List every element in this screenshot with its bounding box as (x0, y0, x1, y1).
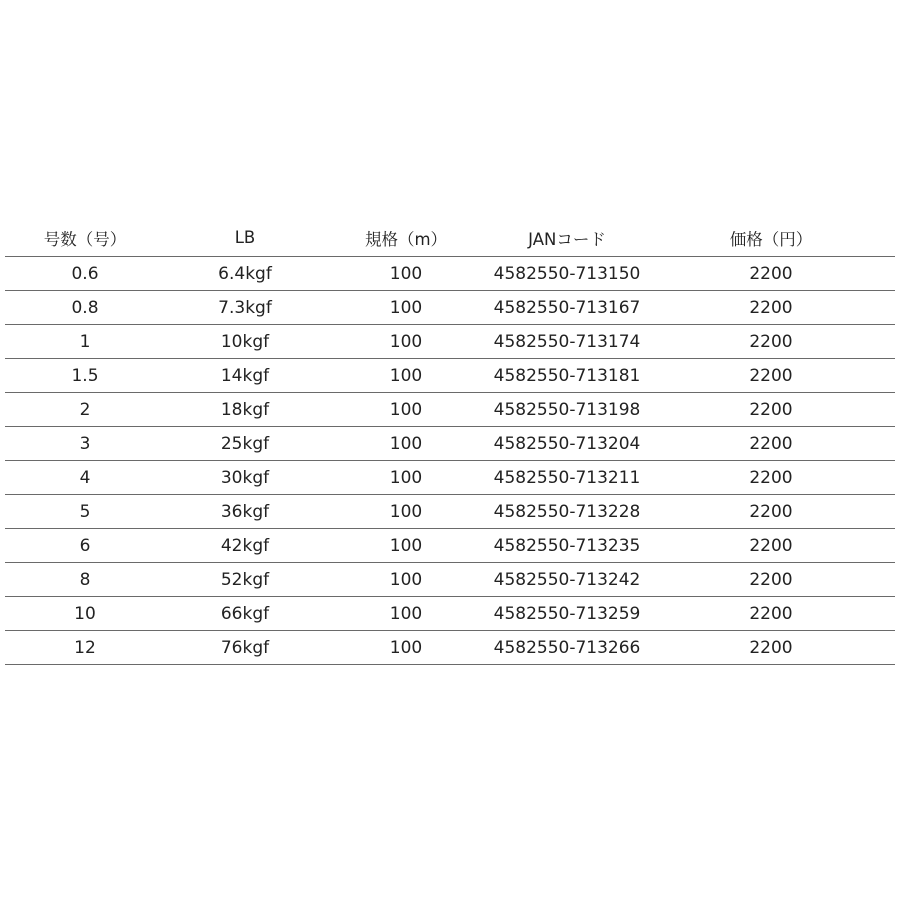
size-cell: 5 (79, 501, 91, 522)
price-cell: 2200 (749, 501, 793, 522)
length-cell: 100 (389, 331, 423, 352)
price-cell: 2200 (749, 331, 793, 352)
jan-code-cell: 4582550-713211 (493, 467, 641, 488)
size-cell: 1 (79, 331, 91, 352)
table-row (5, 563, 895, 597)
length-cell: 100 (389, 637, 423, 658)
lb-cell: 36kgf (220, 501, 270, 522)
lb-cell: 18kgf (220, 399, 270, 420)
price-cell: 2200 (749, 365, 793, 386)
price-cell: 2200 (749, 569, 793, 590)
header-lb: LB (234, 228, 256, 247)
jan-code-cell: 4582550-713198 (493, 399, 641, 420)
spec-table (5, 221, 895, 665)
jan-code-cell: 4582550-713150 (493, 263, 641, 284)
lb-cell: 52kgf (220, 569, 270, 590)
table-header-row (5, 221, 895, 257)
size-cell: 2 (79, 399, 91, 420)
header-jan-code: JANコード (528, 229, 606, 249)
length-cell: 100 (389, 535, 423, 556)
table-row (5, 427, 895, 461)
length-cell: 100 (389, 603, 423, 624)
jan-code-cell: 4582550-713174 (493, 331, 641, 352)
length-cell: 100 (389, 297, 423, 318)
table-row (5, 291, 895, 325)
table-row (5, 461, 895, 495)
lb-cell: 7.3kgf (218, 297, 272, 318)
price-cell: 2200 (749, 467, 793, 488)
length-cell: 100 (389, 569, 423, 590)
jan-code-cell: 4582550-713204 (493, 433, 641, 454)
length-cell: 100 (389, 501, 423, 522)
price-cell: 2200 (749, 433, 793, 454)
lb-cell: 66kgf (220, 603, 270, 624)
lb-cell: 25kgf (220, 433, 270, 454)
size-cell: 10 (74, 603, 96, 624)
lb-cell: 6.4kgf (218, 263, 272, 284)
price-cell: 2200 (749, 535, 793, 556)
length-cell: 100 (389, 467, 423, 488)
size-cell: 4 (79, 467, 91, 488)
price-cell: 2200 (749, 637, 793, 658)
size-cell: 12 (74, 637, 96, 658)
size-cell: 8 (79, 569, 91, 590)
size-cell: 6 (79, 535, 91, 556)
price-cell: 2200 (749, 297, 793, 318)
lb-cell: 76kgf (220, 637, 270, 658)
table-row (5, 325, 895, 359)
length-cell: 100 (389, 365, 423, 386)
header-size: 号数（号） (43, 229, 127, 249)
length-cell: 100 (389, 433, 423, 454)
header-price: 価格（円） (729, 229, 813, 249)
lb-cell: 10kgf (220, 331, 270, 352)
table-row (5, 257, 895, 291)
jan-code-cell: 4582550-713167 (493, 297, 641, 318)
jan-code-cell: 4582550-713266 (493, 637, 641, 658)
table-row (5, 597, 895, 631)
table-row (5, 495, 895, 529)
table-row (5, 529, 895, 563)
lb-cell: 14kgf (220, 365, 270, 386)
lb-cell: 30kgf (220, 467, 270, 488)
jan-code-cell: 4582550-713228 (493, 501, 641, 522)
size-cell: 0.8 (71, 297, 99, 318)
length-cell: 100 (389, 399, 423, 420)
jan-code-cell: 4582550-713242 (493, 569, 641, 590)
price-cell: 2200 (749, 399, 793, 420)
jan-code-cell: 4582550-713181 (493, 365, 641, 386)
lb-cell: 42kgf (220, 535, 270, 556)
price-cell: 2200 (749, 603, 793, 624)
size-cell: 3 (79, 433, 91, 454)
table-body (5, 257, 895, 665)
header-length: 規格（m） (364, 229, 448, 249)
table-row (5, 359, 895, 393)
table-row (5, 631, 895, 665)
size-cell: 0.6 (71, 263, 99, 284)
price-cell: 2200 (749, 263, 793, 284)
jan-code-cell: 4582550-713235 (493, 535, 641, 556)
length-cell: 100 (389, 263, 423, 284)
jan-code-cell: 4582550-713259 (493, 603, 641, 624)
size-cell: 1.5 (71, 365, 99, 386)
table-row (5, 393, 895, 427)
